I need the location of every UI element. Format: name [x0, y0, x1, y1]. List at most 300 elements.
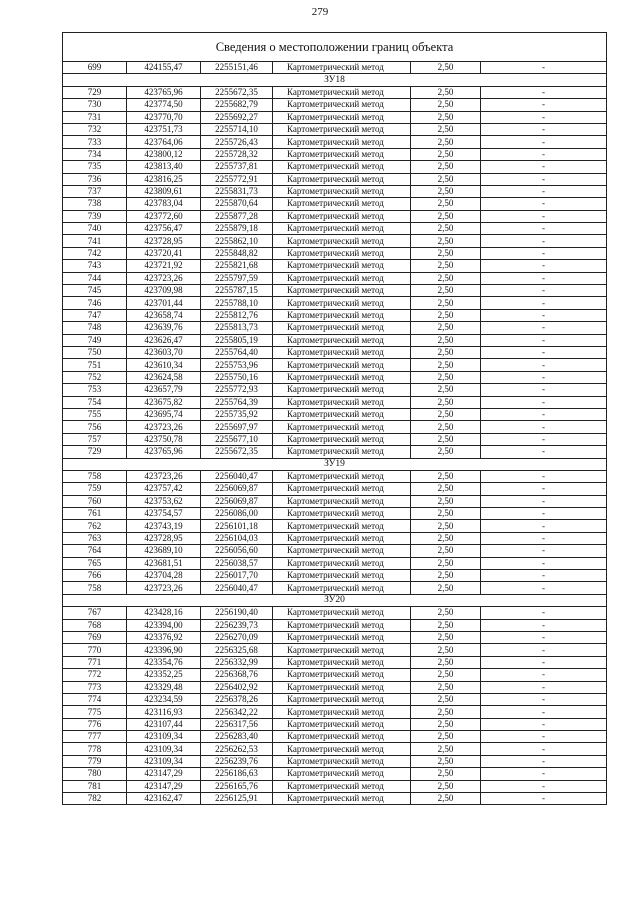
method-cell: Картометрический метод [273, 706, 411, 718]
point-number-cell: 757 [63, 433, 127, 445]
description-cell: - [481, 532, 607, 544]
accuracy-cell: 2,50 [411, 111, 481, 123]
x-coordinate-cell: 423107,44 [127, 718, 201, 730]
table-row [63, 210, 607, 222]
point-number-cell: 741 [63, 235, 127, 247]
accuracy-cell: 2,50 [411, 570, 481, 582]
accuracy-cell: 2,50 [411, 656, 481, 668]
method-cell: Картометрический метод [273, 173, 411, 185]
method-cell: Картометрический метод [273, 297, 411, 309]
method-cell: Картометрический метод [273, 260, 411, 272]
method-cell: Картометрический метод [273, 148, 411, 160]
table-row [63, 508, 607, 520]
x-coordinate-cell: 423147,29 [127, 780, 201, 792]
point-number-cell: 740 [63, 223, 127, 235]
y-coordinate-cell: 2255805,19 [201, 334, 273, 346]
accuracy-cell: 2,50 [411, 62, 481, 74]
x-coordinate-cell: 423624,58 [127, 371, 201, 383]
x-coordinate-cell: 423765,96 [127, 86, 201, 98]
x-coordinate-cell: 423352,25 [127, 669, 201, 681]
accuracy-cell: 2,50 [411, 421, 481, 433]
method-cell: Картометрический метод [273, 470, 411, 482]
table-row [63, 557, 607, 569]
y-coordinate-cell: 2256069,87 [201, 483, 273, 495]
accuracy-cell: 2,50 [411, 768, 481, 780]
x-coordinate-cell: 423770,70 [127, 111, 201, 123]
y-coordinate-cell: 2256239,73 [201, 619, 273, 631]
method-cell: Картометрический метод [273, 793, 411, 805]
method-cell: Картометрический метод [273, 285, 411, 297]
boundary-table [62, 32, 607, 805]
table-title-row [63, 33, 607, 62]
table-row [63, 322, 607, 334]
description-cell: - [481, 198, 607, 210]
y-coordinate-cell: 2255870,64 [201, 198, 273, 210]
x-coordinate-cell: 423772,60 [127, 210, 201, 222]
table-row [63, 272, 607, 284]
point-number-cell: 743 [63, 260, 127, 272]
description-cell: - [481, 148, 607, 160]
description-cell: - [481, 706, 607, 718]
method-cell: Картометрический метод [273, 334, 411, 346]
x-coordinate-cell: 423756,47 [127, 223, 201, 235]
x-coordinate-cell: 423728,95 [127, 235, 201, 247]
table-row [63, 681, 607, 693]
y-coordinate-cell: 2255737,81 [201, 161, 273, 173]
method-cell: Картометрический метод [273, 359, 411, 371]
y-coordinate-cell: 2255692,27 [201, 111, 273, 123]
description-cell: - [481, 793, 607, 805]
method-cell: Картометрический метод [273, 62, 411, 74]
x-coordinate-cell: 423109,34 [127, 755, 201, 767]
y-coordinate-cell: 2255772,93 [201, 384, 273, 396]
table-row [63, 780, 607, 792]
x-coordinate-cell: 423783,04 [127, 198, 201, 210]
x-coordinate-cell: 423751,73 [127, 123, 201, 135]
method-cell: Картометрический метод [273, 235, 411, 247]
point-number-cell: 731 [63, 111, 127, 123]
y-coordinate-cell: 2255735,92 [201, 408, 273, 420]
table-row [63, 247, 607, 259]
table-row [63, 421, 607, 433]
x-coordinate-cell: 423813,40 [127, 161, 201, 173]
x-coordinate-cell: 423754,57 [127, 508, 201, 520]
point-number-cell: 776 [63, 718, 127, 730]
x-coordinate-cell: 423816,25 [127, 173, 201, 185]
description-cell: - [481, 260, 607, 272]
table-row [63, 570, 607, 582]
description-cell: - [481, 123, 607, 135]
method-cell: Картометрический метод [273, 123, 411, 135]
method-cell: Картометрический метод [273, 346, 411, 358]
table-row [63, 148, 607, 160]
description-cell: - [481, 297, 607, 309]
accuracy-cell: 2,50 [411, 470, 481, 482]
section-row [63, 458, 607, 470]
accuracy-cell: 2,50 [411, 780, 481, 792]
table-row [63, 346, 607, 358]
description-cell: - [481, 545, 607, 557]
description-cell: - [481, 446, 607, 458]
table-row [63, 582, 607, 594]
point-number-cell: 734 [63, 148, 127, 160]
table-row [63, 520, 607, 532]
y-coordinate-cell: 2255672,35 [201, 86, 273, 98]
accuracy-cell: 2,50 [411, 99, 481, 111]
method-cell: Картометрический метод [273, 743, 411, 755]
y-coordinate-cell: 2255848,82 [201, 247, 273, 259]
x-coordinate-cell: 424155,47 [127, 62, 201, 74]
y-coordinate-cell: 2256186,63 [201, 768, 273, 780]
accuracy-cell: 2,50 [411, 247, 481, 259]
table-row [63, 161, 607, 173]
y-coordinate-cell: 2255750,16 [201, 371, 273, 383]
method-cell: Картометрический метод [273, 408, 411, 420]
table-row [63, 396, 607, 408]
description-cell: - [481, 570, 607, 582]
table-row [63, 755, 607, 767]
description-cell: - [481, 396, 607, 408]
method-cell: Картометрический метод [273, 309, 411, 321]
method-cell: Картометрический метод [273, 619, 411, 631]
y-coordinate-cell: 2255813,73 [201, 322, 273, 334]
y-coordinate-cell: 2256239,76 [201, 755, 273, 767]
method-cell: Картометрический метод [273, 421, 411, 433]
point-number-cell: 773 [63, 681, 127, 693]
accuracy-cell: 2,50 [411, 346, 481, 358]
accuracy-cell: 2,50 [411, 532, 481, 544]
description-cell: - [481, 669, 607, 681]
description-cell: - [481, 718, 607, 730]
accuracy-cell: 2,50 [411, 520, 481, 532]
accuracy-cell: 2,50 [411, 669, 481, 681]
accuracy-cell: 2,50 [411, 644, 481, 656]
x-coordinate-cell: 423610,34 [127, 359, 201, 371]
table-row [63, 99, 607, 111]
point-number-cell: 730 [63, 99, 127, 111]
point-number-cell: 747 [63, 309, 127, 321]
y-coordinate-cell: 2255812,76 [201, 309, 273, 321]
x-coordinate-cell: 423723,26 [127, 582, 201, 594]
y-coordinate-cell: 2256402,92 [201, 681, 273, 693]
table-row [63, 260, 607, 272]
table-row [63, 123, 607, 135]
description-cell: - [481, 520, 607, 532]
description-cell: - [481, 644, 607, 656]
point-number-cell: 771 [63, 656, 127, 668]
accuracy-cell: 2,50 [411, 148, 481, 160]
accuracy-cell: 2,50 [411, 223, 481, 235]
y-coordinate-cell: 2255682,79 [201, 99, 273, 111]
x-coordinate-cell: 423774,50 [127, 99, 201, 111]
y-coordinate-cell: 2256040,47 [201, 470, 273, 482]
point-number-cell: 733 [63, 136, 127, 148]
y-coordinate-cell: 2256086,00 [201, 508, 273, 520]
description-cell: - [481, 470, 607, 482]
accuracy-cell: 2,50 [411, 483, 481, 495]
table-row [63, 731, 607, 743]
y-coordinate-cell: 2255677,10 [201, 433, 273, 445]
accuracy-cell: 2,50 [411, 384, 481, 396]
x-coordinate-cell: 423116,93 [127, 706, 201, 718]
accuracy-cell: 2,50 [411, 545, 481, 557]
method-cell: Картометрический метод [273, 396, 411, 408]
table-row [63, 136, 607, 148]
method-cell: Картометрический метод [273, 272, 411, 284]
method-cell: Картометрический метод [273, 607, 411, 619]
x-coordinate-cell: 423162,47 [127, 793, 201, 805]
description-cell: - [481, 173, 607, 185]
point-number-cell: 749 [63, 334, 127, 346]
y-coordinate-cell: 2255672,35 [201, 446, 273, 458]
table-row [63, 62, 607, 74]
point-number-cell: 767 [63, 607, 127, 619]
table-row [63, 706, 607, 718]
table-row [63, 532, 607, 544]
section-label: ЗУ19 [63, 458, 607, 470]
description-cell: - [481, 421, 607, 433]
y-coordinate-cell: 2255877,28 [201, 210, 273, 222]
table-row [63, 285, 607, 297]
description-cell: - [481, 656, 607, 668]
x-coordinate-cell: 423723,26 [127, 421, 201, 433]
y-coordinate-cell: 2255764,39 [201, 396, 273, 408]
description-cell: - [481, 483, 607, 495]
description-cell: - [481, 371, 607, 383]
description-cell: - [481, 619, 607, 631]
x-coordinate-cell: 423376,92 [127, 631, 201, 643]
y-coordinate-cell: 2256190,40 [201, 607, 273, 619]
point-number-cell: 729 [63, 86, 127, 98]
table-row [63, 545, 607, 557]
x-coordinate-cell: 423689,10 [127, 545, 201, 557]
x-coordinate-cell: 423109,34 [127, 743, 201, 755]
y-coordinate-cell: 2256104,03 [201, 532, 273, 544]
point-number-cell: 742 [63, 247, 127, 259]
point-number-cell: 770 [63, 644, 127, 656]
y-coordinate-cell: 2255697,97 [201, 421, 273, 433]
method-cell: Картометрический метод [273, 384, 411, 396]
x-coordinate-cell: 423234,59 [127, 693, 201, 705]
method-cell: Картометрический метод [273, 520, 411, 532]
y-coordinate-cell: 2256262,53 [201, 743, 273, 755]
point-number-cell: 736 [63, 173, 127, 185]
accuracy-cell: 2,50 [411, 309, 481, 321]
table-row [63, 669, 607, 681]
point-number-cell: 735 [63, 161, 127, 173]
description-cell: - [481, 743, 607, 755]
x-coordinate-cell: 423329,48 [127, 681, 201, 693]
description-cell: - [481, 223, 607, 235]
y-coordinate-cell: 2255753,96 [201, 359, 273, 371]
table-row [63, 173, 607, 185]
accuracy-cell: 2,50 [411, 693, 481, 705]
description-cell: - [481, 495, 607, 507]
accuracy-cell: 2,50 [411, 185, 481, 197]
description-cell: - [481, 359, 607, 371]
description-cell: - [481, 111, 607, 123]
description-cell: - [481, 607, 607, 619]
y-coordinate-cell: 2255714,10 [201, 123, 273, 135]
method-cell: Картометрический метод [273, 755, 411, 767]
accuracy-cell: 2,50 [411, 297, 481, 309]
x-coordinate-cell: 423704,28 [127, 570, 201, 582]
accuracy-cell: 2,50 [411, 743, 481, 755]
x-coordinate-cell: 423695,74 [127, 408, 201, 420]
method-cell: Картометрический метод [273, 136, 411, 148]
description-cell: - [481, 99, 607, 111]
y-coordinate-cell: 2255728,32 [201, 148, 273, 160]
description-cell: - [481, 768, 607, 780]
point-number-cell: 750 [63, 346, 127, 358]
accuracy-cell: 2,50 [411, 433, 481, 445]
point-number-cell: 769 [63, 631, 127, 643]
description-cell: - [481, 346, 607, 358]
description-cell: - [481, 185, 607, 197]
method-cell: Картометрический метод [273, 433, 411, 445]
x-coordinate-cell: 423764,06 [127, 136, 201, 148]
description-cell: - [481, 285, 607, 297]
y-coordinate-cell: 2256040,47 [201, 582, 273, 594]
y-coordinate-cell: 2256056,60 [201, 545, 273, 557]
method-cell: Картометрический метод [273, 545, 411, 557]
accuracy-cell: 2,50 [411, 446, 481, 458]
table-row [63, 446, 607, 458]
y-coordinate-cell: 2256069,87 [201, 495, 273, 507]
description-cell: - [481, 557, 607, 569]
table-row [63, 607, 607, 619]
x-coordinate-cell: 423757,42 [127, 483, 201, 495]
accuracy-cell: 2,50 [411, 334, 481, 346]
section-row [63, 74, 607, 86]
x-coordinate-cell: 423396,90 [127, 644, 201, 656]
table-row [63, 768, 607, 780]
boundary-table-body [63, 33, 607, 805]
accuracy-cell: 2,50 [411, 161, 481, 173]
y-coordinate-cell: 2256368,76 [201, 669, 273, 681]
method-cell: Картометрический метод [273, 780, 411, 792]
x-coordinate-cell: 423728,95 [127, 532, 201, 544]
table-row [63, 656, 607, 668]
point-number-cell: 758 [63, 582, 127, 594]
point-number-cell: 761 [63, 508, 127, 520]
section-label: ЗУ18 [63, 74, 607, 86]
method-cell: Картометрический метод [273, 768, 411, 780]
method-cell: Картометрический метод [273, 371, 411, 383]
accuracy-cell: 2,50 [411, 396, 481, 408]
x-coordinate-cell: 423721,92 [127, 260, 201, 272]
y-coordinate-cell: 2256125,91 [201, 793, 273, 805]
method-cell: Картометрический метод [273, 185, 411, 197]
method-cell: Картометрический метод [273, 86, 411, 98]
point-number-cell: 699 [63, 62, 127, 74]
description-cell: - [481, 86, 607, 98]
method-cell: Картометрический метод [273, 718, 411, 730]
accuracy-cell: 2,50 [411, 508, 481, 520]
y-coordinate-cell: 2256165,76 [201, 780, 273, 792]
description-cell: - [481, 161, 607, 173]
method-cell: Картометрический метод [273, 322, 411, 334]
table-row [63, 793, 607, 805]
description-cell: - [481, 408, 607, 420]
description-cell: - [481, 334, 607, 346]
y-coordinate-cell: 2255726,43 [201, 136, 273, 148]
point-number-cell: 754 [63, 396, 127, 408]
accuracy-cell: 2,50 [411, 272, 481, 284]
point-number-cell: 777 [63, 731, 127, 743]
accuracy-cell: 2,50 [411, 619, 481, 631]
accuracy-cell: 2,50 [411, 495, 481, 507]
accuracy-cell: 2,50 [411, 198, 481, 210]
y-coordinate-cell: 2255797,59 [201, 272, 273, 284]
page-number: 279 [311, 6, 329, 18]
method-cell: Картометрический метод [273, 223, 411, 235]
description-cell: - [481, 693, 607, 705]
table-row [63, 693, 607, 705]
point-number-cell: 744 [63, 272, 127, 284]
y-coordinate-cell: 2256283,40 [201, 731, 273, 743]
description-cell: - [481, 384, 607, 396]
x-coordinate-cell: 423626,47 [127, 334, 201, 346]
accuracy-cell: 2,50 [411, 755, 481, 767]
method-cell: Картометрический метод [273, 111, 411, 123]
accuracy-cell: 2,50 [411, 235, 481, 247]
point-number-cell: 751 [63, 359, 127, 371]
table-row [63, 223, 607, 235]
x-coordinate-cell: 423147,29 [127, 768, 201, 780]
method-cell: Картометрический метод [273, 210, 411, 222]
y-coordinate-cell: 2255862,10 [201, 235, 273, 247]
section-label: ЗУ20 [63, 594, 607, 606]
x-coordinate-cell: 423800,12 [127, 148, 201, 160]
method-cell: Картометрический метод [273, 483, 411, 495]
x-coordinate-cell: 423723,26 [127, 272, 201, 284]
table-row [63, 470, 607, 482]
table-row [63, 309, 607, 321]
method-cell: Картометрический метод [273, 644, 411, 656]
point-number-cell: 737 [63, 185, 127, 197]
point-number-cell: 753 [63, 384, 127, 396]
point-number-cell: 765 [63, 557, 127, 569]
table-row [63, 334, 607, 346]
table-row [63, 483, 607, 495]
accuracy-cell: 2,50 [411, 793, 481, 805]
x-coordinate-cell: 423657,79 [127, 384, 201, 396]
accuracy-cell: 2,50 [411, 173, 481, 185]
method-cell: Картометрический метод [273, 681, 411, 693]
method-cell: Картометрический метод [273, 669, 411, 681]
description-cell: - [481, 681, 607, 693]
x-coordinate-cell: 423658,74 [127, 309, 201, 321]
description-cell: - [481, 780, 607, 792]
method-cell: Картометрический метод [273, 198, 411, 210]
description-cell: - [481, 582, 607, 594]
x-coordinate-cell: 423743,19 [127, 520, 201, 532]
point-number-cell: 780 [63, 768, 127, 780]
x-coordinate-cell: 423750,78 [127, 433, 201, 445]
x-coordinate-cell: 423109,34 [127, 731, 201, 743]
table-row [63, 495, 607, 507]
y-coordinate-cell: 2256332,99 [201, 656, 273, 668]
table-row [63, 384, 607, 396]
description-cell: - [481, 62, 607, 74]
accuracy-cell: 2,50 [411, 607, 481, 619]
description-cell: - [481, 631, 607, 643]
accuracy-cell: 2,50 [411, 322, 481, 334]
table-row [63, 743, 607, 755]
y-coordinate-cell: 2255831,73 [201, 185, 273, 197]
point-number-cell: 758 [63, 470, 127, 482]
